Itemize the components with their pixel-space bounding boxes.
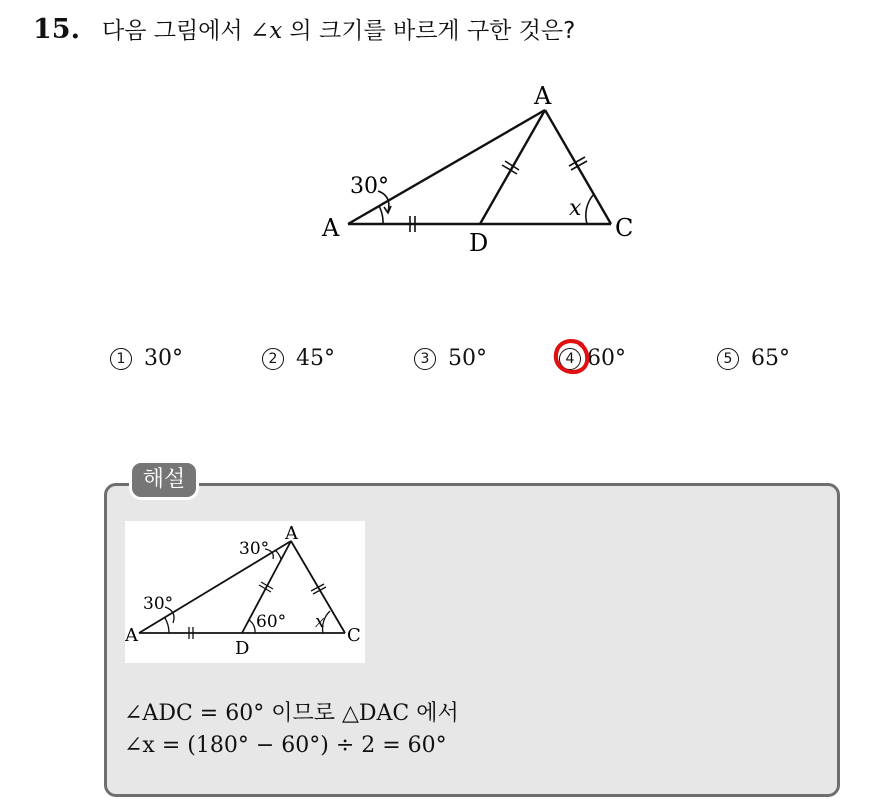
sol-angle-label-top: 30° [239, 539, 270, 559]
triangle-figure [320, 78, 650, 263]
choice-5-value: 65° [751, 346, 790, 371]
choice-1[interactable] [110, 346, 183, 371]
label-top-a: A [534, 82, 552, 110]
sol-arc-top [275, 550, 281, 559]
sol-arc-left [165, 618, 169, 633]
sol-angle-label-left: 30° [143, 594, 174, 614]
solution-figure [125, 521, 365, 663]
label-d: D [469, 229, 489, 257]
choice-1-number: 1 [110, 348, 132, 370]
segment-da [480, 110, 545, 224]
choice-3-number: 3 [414, 348, 436, 370]
sol-label-d: D [235, 638, 250, 659]
choice-4-value: 60° [587, 346, 626, 371]
question-text [102, 12, 575, 45]
label-c: C [615, 214, 634, 242]
choice-2[interactable] [262, 346, 335, 371]
sol-label-c: C [347, 625, 361, 646]
sol-angle-label-x: x [315, 612, 325, 632]
angle-arrow-head [384, 206, 391, 213]
angle-arc-left [379, 206, 383, 224]
answer-choices [110, 340, 810, 384]
angle-label-30: 30° [350, 174, 389, 199]
choice-3-value: 50° [448, 346, 487, 371]
solution-tag: 해설 [129, 460, 199, 500]
choice-2-number: 2 [262, 348, 284, 370]
sol-label-top-a: A [285, 523, 298, 544]
angle-arc-right [586, 194, 594, 224]
sol-label-left-a: A [125, 625, 138, 646]
choice-2-value: 45° [296, 346, 335, 371]
choice-5-number: 5 [717, 348, 739, 370]
angle-label-x: x [569, 196, 582, 221]
sol-arc-d [249, 620, 255, 633]
question-text-before: 다음 그림에서 [101, 18, 250, 44]
choice-3[interactable] [414, 346, 487, 371]
question-number: 15. [33, 14, 80, 45]
sol-angle-label-d: 60° [256, 612, 287, 632]
question-text-after: 의 크기를 바르게 구한 것은? [282, 18, 576, 44]
solution-line-2: ∠x = (180° − 60°) ÷ 2 = 60° [124, 733, 447, 758]
choice-4[interactable] [559, 346, 626, 371]
choice-5[interactable] [717, 346, 790, 371]
choice-1-value: 30° [144, 346, 183, 371]
question-header [33, 12, 575, 48]
choice-4-number: 4 [559, 348, 581, 370]
question-math: ∠x [249, 18, 283, 44]
solution-line-1: ∠ADC = 60° 이므로 △DAC 에서 [124, 701, 459, 726]
label-left-a: A [322, 214, 340, 242]
